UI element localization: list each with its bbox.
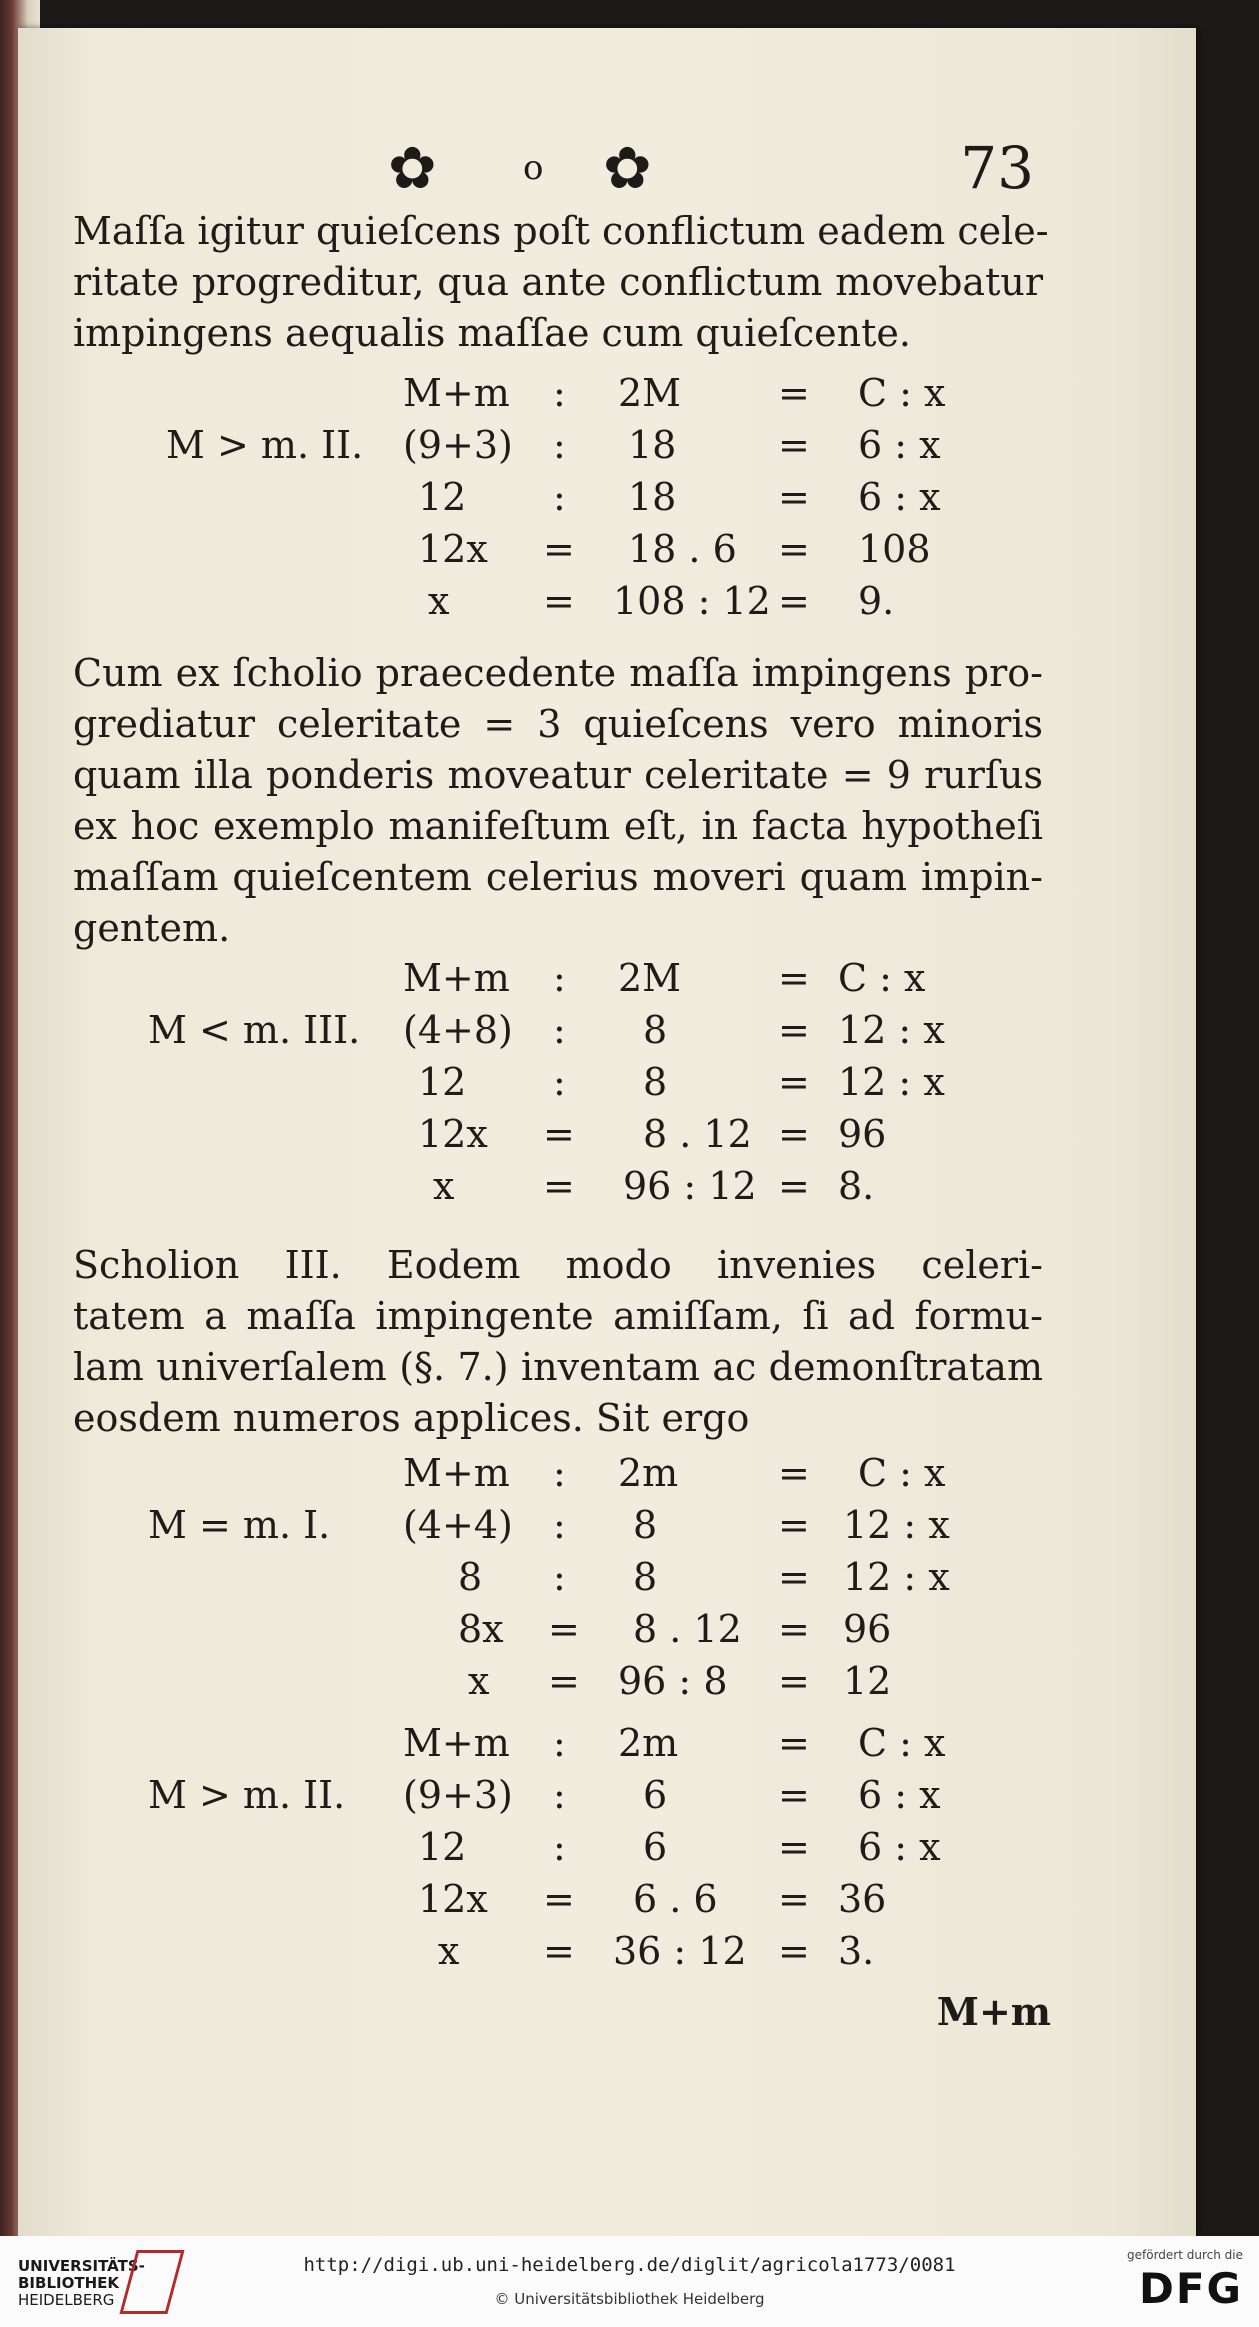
eq-term: 36 : 12 [613,1929,747,1973]
eq-term: 6 : x [858,1825,941,1869]
eq-term: 12 [418,475,467,519]
eq-op: : [553,1451,566,1495]
funding-note: gefördert durch die [1127,2248,1243,2262]
eq-op: : [553,1825,566,1869]
eq-op: = [778,1659,810,1703]
eq-term: M+m [403,956,510,1000]
eq-term: 2m [618,1451,679,1495]
text-line: Cum ex ſcholio praecedente maſſa impingens pro- [73,651,1043,695]
eq-term: x [438,1929,460,1973]
eq-op: = [778,1451,810,1495]
eq-term: 6 . 6 [633,1877,718,1921]
text-line: ritate progreditur, qua ante conflictum movebatur [73,260,1043,304]
case-label: M = m. I. [148,1503,331,1547]
ornament-left-icon: ✿ [388,134,437,202]
case-label: M > m. II. [148,1773,346,1817]
eq-term: 12 [418,1060,467,1104]
eq-term: M+m [403,1451,510,1495]
eq-op: = [778,423,810,467]
text-line: tatem a maſſa impingente amiſſam, ſi ad formu- [73,1294,1043,1338]
paragraph-1 [73,206,1049,359]
eq-term: 36 [838,1877,887,1921]
paragraph-3 [73,1240,1043,1444]
eq-op: = [548,1659,580,1703]
eq-term: 8 [458,1555,483,1599]
eq-term: 108 [858,527,931,571]
text-line: grediatur celeritate = 3 quieſcens vero minoris [73,702,1043,746]
eq-term: 8 [633,1555,658,1599]
eq-term: 3. [838,1929,875,1973]
eq-term: 12 [843,1659,892,1703]
text-line: lam univerſalem (§. 7.) inventam ac demonſtratam [73,1345,1043,1389]
eq-op: = [778,1877,810,1921]
eq-op: = [543,1112,575,1156]
eq-op: : [553,371,566,415]
eq-term: 8 . 12 [633,1607,742,1651]
eq-term: 18 [628,423,677,467]
eq-term: 96 : 12 [623,1164,757,1208]
eq-op: = [778,1825,810,1869]
book-page [18,28,1196,2236]
eq-op: = [778,1555,810,1599]
eq-op: = [778,1929,810,1973]
eq-op: : [553,1555,566,1599]
eq-op: = [543,527,575,571]
eq-term: C : x [858,1721,946,1765]
eq-op: = [778,475,810,519]
text-line: eosdem numeros applices. Sit ergo [73,1396,750,1440]
eq-op: = [778,1112,810,1156]
eq-op: : [553,956,566,1000]
eq-term: 18 [628,475,677,519]
eq-op: = [778,956,810,1000]
page-number: 73 [960,134,1034,202]
eq-term: 8x [458,1607,504,1651]
eq-term: x [468,1659,490,1703]
copyright-notice: © Universitätsbibliothek Heidelberg [494,2290,765,2308]
eq-term: 12x [418,1877,488,1921]
eq-term: 12 : x [838,1008,945,1052]
eq-term: 2M [618,371,682,415]
eq-term: 96 [838,1112,887,1156]
eq-op: = [548,1607,580,1651]
text-line: Maſſa igitur quieſcens poſt conflictum eadem cele- [73,209,1049,253]
eq-term: C : x [858,1451,946,1495]
eq-op: : [553,475,566,519]
library-name-line: HEIDELBERG [18,2291,115,2309]
library-name-line: UNIVERSITÄTS- [18,2257,145,2275]
eq-term: C : x [838,956,926,1000]
eq-term: x [433,1164,455,1208]
eq-op: = [778,1164,810,1208]
eq-op: = [778,1721,810,1765]
eq-op: = [778,1503,810,1547]
eq-op: = [543,1164,575,1208]
eq-op: : [553,423,566,467]
library-name-line: BIBLIOTHEK [18,2274,119,2292]
eq-op: : [553,1721,566,1765]
eq-term: 18 . 6 [628,527,737,571]
eq-term: (4+8) [403,1008,513,1052]
eq-term: 108 : 12 [613,579,771,623]
eq-term: 8. [838,1164,875,1208]
eq-op: : [553,1773,566,1817]
eq-term: C : x [858,371,946,415]
ornament-right-icon: ✿ [603,134,652,202]
text-line: maſſam quieſcentem celerius moveri quam impin- [73,855,1043,899]
catchword: M+m [936,1989,1051,2034]
eq-term: 6 : x [858,475,941,519]
eq-term: 12 [418,1825,467,1869]
eq-term: 12x [418,527,488,571]
eq-term: 96 : 8 [618,1659,728,1703]
eq-term: M+m [403,1721,510,1765]
eq-op: : [553,1060,566,1104]
page-header [18,133,1196,203]
eq-term: M+m [403,371,510,415]
eq-term: 6 [643,1773,668,1817]
text-line: gentem. [73,906,231,950]
ornament-mid-icon: o [523,148,544,188]
eq-op: = [778,1008,810,1052]
eq-term: (9+3) [403,1773,513,1817]
text-line: Scholion III. Eodem modo invenies celeri- [73,1243,1043,1287]
eq-term: 8 [643,1008,668,1052]
eq-op: = [778,527,810,571]
eq-term: 2m [618,1721,679,1765]
dfg-logo[interactable]: DFG [1138,2264,1243,2313]
eq-term: (9+3) [403,423,513,467]
eq-term: (4+4) [403,1503,513,1547]
eq-term: 96 [843,1607,892,1651]
eq-term: 8 [643,1060,668,1104]
eq-term: 6 [643,1825,668,1869]
eq-op: = [778,1060,810,1104]
eq-term: 12x [418,1112,488,1156]
text-line: impingens aequalis maſſae cum quieſcente. [73,311,911,355]
eq-op: = [543,1929,575,1973]
eq-op: : [553,1008,566,1052]
eq-term: 12 : x [843,1555,950,1599]
viewer-footer [0,2236,1259,2327]
eq-term: 6 : x [858,1773,941,1817]
text-line: ex hoc exemplo manifeſtum eſt, in facta hypotheſi [73,804,1043,848]
eq-op: = [778,1773,810,1817]
eq-op: = [778,579,810,623]
permalink-url[interactable]: http://digi.ub.uni-heidelberg.de/diglit/agricola1773/0081 [303,2254,956,2276]
eq-term: 12 : x [838,1060,945,1104]
eq-term: 8 . 12 [643,1112,752,1156]
case-label: M < m. III. [148,1008,361,1052]
eq-op: = [778,1607,810,1651]
paragraph-2 [73,648,1043,954]
text-line: quam illa ponderis moveatur celeritate = 9 rurſus [73,753,1043,797]
eq-op: : [553,1503,566,1547]
case-label: M > m. II. [166,423,364,467]
eq-op: = [543,579,575,623]
eq-term: 9. [858,579,895,623]
eq-op: = [543,1877,575,1921]
eq-term: x [428,579,450,623]
eq-term: 12 : x [843,1503,950,1547]
eq-term: 2M [618,956,682,1000]
eq-term: 8 [633,1503,658,1547]
eq-term: 6 : x [858,423,941,467]
eq-op: = [778,371,810,415]
